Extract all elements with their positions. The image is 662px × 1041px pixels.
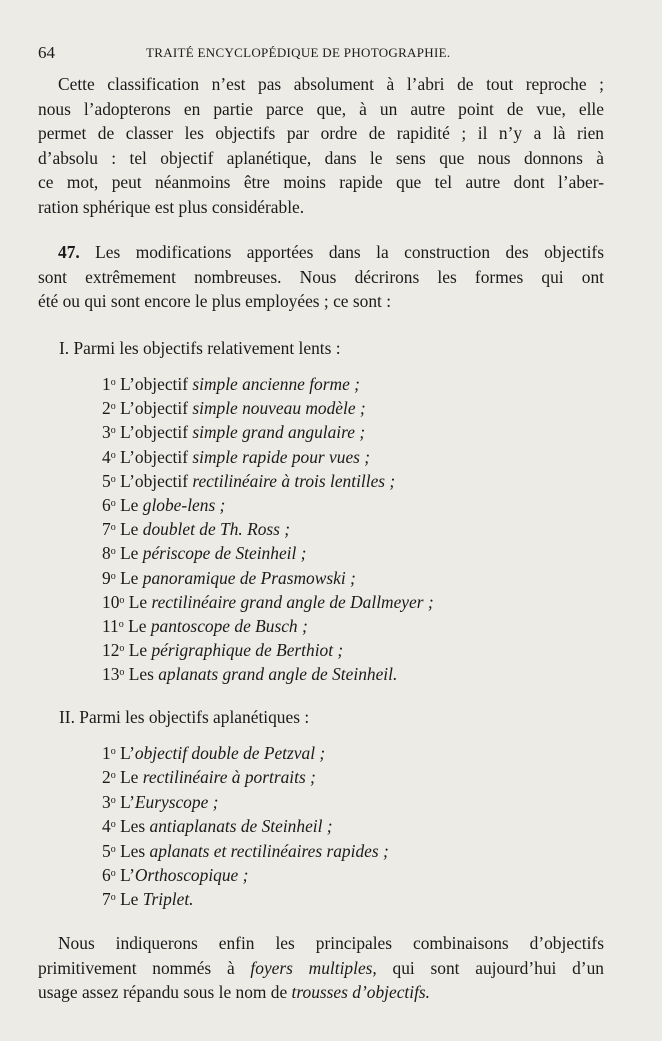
- list-item: [102, 838, 389, 862]
- ordinal-number: 6: [102, 494, 111, 515]
- list-item: [102, 371, 434, 395]
- ordinal-suffix: o: [110, 497, 116, 509]
- ordinal-suffix: o: [110, 794, 116, 806]
- ordinal-suffix: o: [119, 643, 125, 655]
- item-prefix: L’objectif: [120, 446, 193, 467]
- item-ordinal: [102, 764, 116, 789]
- item-lens-name: panoramique de Prasmowski ;: [142, 567, 356, 588]
- text-run: primitivement nommés à: [38, 957, 251, 978]
- item-ordinal: [102, 613, 124, 638]
- ordinal-number: 7: [102, 889, 111, 910]
- paragraph-classification: [38, 72, 604, 220]
- item-lens-name: aplanats et rectilinéaires rapides ;: [149, 840, 389, 861]
- ordinal-suffix: o: [110, 473, 116, 485]
- ordinal-suffix: o: [110, 425, 116, 437]
- item-ordinal: [102, 589, 124, 614]
- list-objectifs-aplanetiques: [102, 740, 389, 911]
- item-prefix: L’: [120, 864, 135, 885]
- paragraph-trousses: [38, 931, 604, 1005]
- list-item: [102, 813, 389, 837]
- ordinal-suffix: o: [119, 594, 125, 606]
- ordinal-number: 4: [102, 446, 111, 467]
- text-line: Nous indiquerons enfin les principales combinaisons d’objectifs: [58, 933, 604, 953]
- item-prefix: Les: [120, 840, 150, 861]
- italic-term: trousses d’objectifs.: [291, 982, 431, 1003]
- item-prefix: Le: [128, 591, 152, 612]
- text-line: ration sphérique est plus considérable.: [38, 196, 305, 217]
- item-prefix: Les: [120, 816, 150, 837]
- item-lens-name: antiaplanats de Steinheil ;: [149, 816, 333, 837]
- item-prefix: L’: [120, 791, 135, 812]
- item-prefix: Le: [120, 767, 143, 788]
- page-number: 64: [38, 43, 55, 62]
- item-lens-name: globe-lens ;: [142, 494, 226, 515]
- list-item: [102, 540, 434, 564]
- item-prefix: Le: [120, 543, 143, 564]
- ordinal-number: 1: [102, 743, 111, 763]
- item-ordinal: [102, 419, 116, 444]
- item-lens-name: rectilinéaire à trois lentilles ;: [192, 470, 396, 491]
- list-item: [102, 764, 389, 788]
- ordinal-suffix: o: [110, 843, 116, 855]
- item-lens-name: pantoscope de Busch ;: [150, 615, 308, 636]
- item-lens-name: Orthoscopique ;: [134, 864, 249, 885]
- ordinal-number: 1: [102, 374, 111, 394]
- list-item: [102, 492, 434, 516]
- page-header: [38, 43, 598, 65]
- item-prefix: Les: [128, 664, 159, 685]
- item-prefix: Le: [120, 494, 143, 515]
- text-run: usage assez répandu sous le nom de: [38, 982, 292, 1003]
- item-ordinal: [102, 789, 116, 814]
- list-item: [102, 516, 434, 540]
- item-lens-name: périscope de Steinheil ;: [142, 543, 307, 564]
- ordinal-suffix: o: [110, 449, 116, 461]
- ordinal-number: 9: [102, 567, 111, 588]
- item-ordinal: [102, 516, 116, 541]
- section-number: 47.: [58, 242, 80, 262]
- ordinal-number: 3: [102, 422, 111, 443]
- text-line: d’absolu : tel objectif aplanétique, dans le sens que nous donnons à: [38, 147, 604, 168]
- ordinal-number: 10: [102, 591, 120, 612]
- item-ordinal: [102, 395, 116, 420]
- text-run: qui sont aujourd’hui d’un: [376, 957, 604, 978]
- ordinal-suffix: o: [110, 746, 116, 757]
- ordinal-suffix: o: [110, 377, 116, 388]
- section-heading-aplanetiques: II. Parmi les objectifs aplanétiques :: [59, 707, 310, 727]
- item-prefix: L’objectif: [120, 398, 193, 419]
- list-item: [102, 395, 434, 419]
- text-line: [38, 956, 604, 981]
- text-run: Les modifications apportées dans la construction des objectifs: [79, 242, 604, 262]
- item-prefix: Le: [128, 640, 152, 661]
- ordinal-number: 13: [102, 664, 120, 685]
- item-lens-name: simple rapide pour vues ;: [192, 446, 371, 467]
- item-prefix: L’objectif: [120, 374, 193, 394]
- list-item: [102, 468, 434, 492]
- ordinal-suffix: o: [110, 819, 116, 831]
- section-heading-lents: I. Parmi les objectifs relativement lents :: [59, 338, 341, 358]
- ordinal-suffix: o: [110, 546, 116, 558]
- item-ordinal: [102, 565, 116, 590]
- item-prefix: L’objectif: [120, 422, 193, 443]
- ordinal-number: 8: [102, 543, 111, 564]
- ordinal-number: 5: [102, 840, 111, 861]
- item-ordinal: [102, 468, 116, 493]
- text-line: Cette classification n’est pas absolument à l’abri de tout reproche ;: [58, 74, 604, 94]
- list-item: [102, 740, 389, 764]
- ordinal-number: 2: [102, 767, 111, 788]
- item-prefix: Le: [120, 567, 143, 588]
- ordinal-suffix: o: [118, 618, 124, 630]
- ordinal-suffix: o: [110, 401, 116, 413]
- ordinal-number: 6: [102, 864, 111, 885]
- item-ordinal: [102, 637, 124, 662]
- item-ordinal: [102, 444, 116, 469]
- item-lens-name: rectilinéaire à portraits ;: [142, 767, 316, 788]
- item-ordinal: [102, 838, 116, 863]
- text-line: [38, 240, 604, 265]
- text-line: été ou qui sont encore le plus employées ; ce sont :: [38, 291, 392, 312]
- list-item: [102, 419, 434, 443]
- item-prefix: Le: [120, 889, 143, 910]
- item-lens-name: Euryscope ;: [134, 791, 219, 812]
- item-lens-name: simple grand angulaire ;: [192, 422, 366, 443]
- italic-term: foyers multiples,: [250, 957, 377, 978]
- list-objectifs-lents: [102, 371, 434, 685]
- ordinal-number: 12: [102, 640, 120, 661]
- item-prefix: Le: [120, 519, 143, 540]
- list-item: [102, 565, 434, 589]
- item-lens-name: objectif double de Petzval ;: [134, 743, 326, 763]
- item-prefix: L’: [120, 743, 135, 763]
- list-item: [102, 661, 434, 685]
- item-ordinal: [102, 886, 116, 911]
- item-lens-name: Triplet.: [142, 889, 194, 910]
- text-line: ce mot, peut néanmoins être moins rapide que tel autre dont l’aber-: [38, 172, 604, 193]
- list-item: [102, 789, 389, 813]
- item-ordinal: [102, 492, 116, 517]
- item-ordinal: [102, 371, 116, 396]
- list-item: [102, 589, 434, 613]
- item-lens-name: aplanats grand angle de Steinheil.: [158, 664, 398, 685]
- text-line: sont extrêmement nombreuses. Nous décrirons les formes qui ont: [38, 266, 604, 287]
- ordinal-number: 4: [102, 816, 111, 837]
- ordinal-suffix: o: [110, 570, 116, 582]
- text-line: nous l’adopterons en partie parce que, à un autre point de vue, elle: [38, 98, 604, 119]
- item-lens-name: périgraphique de Berthiot ;: [151, 640, 344, 661]
- item-prefix: L’objectif: [120, 470, 193, 491]
- item-lens-name: doublet de Th. Ross ;: [142, 519, 291, 540]
- list-item: [102, 637, 434, 661]
- list-item: [102, 613, 434, 637]
- ordinal-suffix: o: [119, 667, 125, 679]
- item-ordinal: [102, 862, 116, 887]
- item-ordinal: [102, 661, 124, 686]
- paragraph-47: [38, 240, 604, 314]
- item-lens-name: rectilinéaire grand angle de Dallmeyer ;: [151, 591, 434, 612]
- ordinal-number: 7: [102, 519, 111, 540]
- ordinal-suffix: o: [110, 522, 116, 534]
- item-lens-name: simple nouveau modèle ;: [192, 398, 366, 419]
- running-title: TRAITÉ ENCYCLOPÉDIQUE DE PHOTOGRAPHIE.: [146, 45, 451, 60]
- item-prefix: Le: [128, 615, 151, 636]
- list-item: [102, 886, 389, 910]
- list-item: [102, 862, 389, 886]
- ordinal-suffix: o: [110, 892, 116, 904]
- text-line: [38, 980, 604, 1005]
- ordinal-number: 11: [102, 615, 119, 636]
- ordinal-number: 2: [102, 398, 111, 419]
- item-ordinal: [102, 540, 116, 565]
- item-lens-name: simple ancienne forme ;: [192, 374, 360, 394]
- text-line: permet de classer les objectifs par ordre de rapidité ; il n’y a là rien: [38, 123, 604, 144]
- ordinal-number: 3: [102, 791, 111, 812]
- item-ordinal: [102, 740, 116, 765]
- ordinal-suffix: o: [110, 770, 116, 782]
- list-item: [102, 444, 434, 468]
- ordinal-number: 5: [102, 470, 111, 491]
- item-ordinal: [102, 813, 116, 838]
- ordinal-suffix: o: [110, 867, 116, 879]
